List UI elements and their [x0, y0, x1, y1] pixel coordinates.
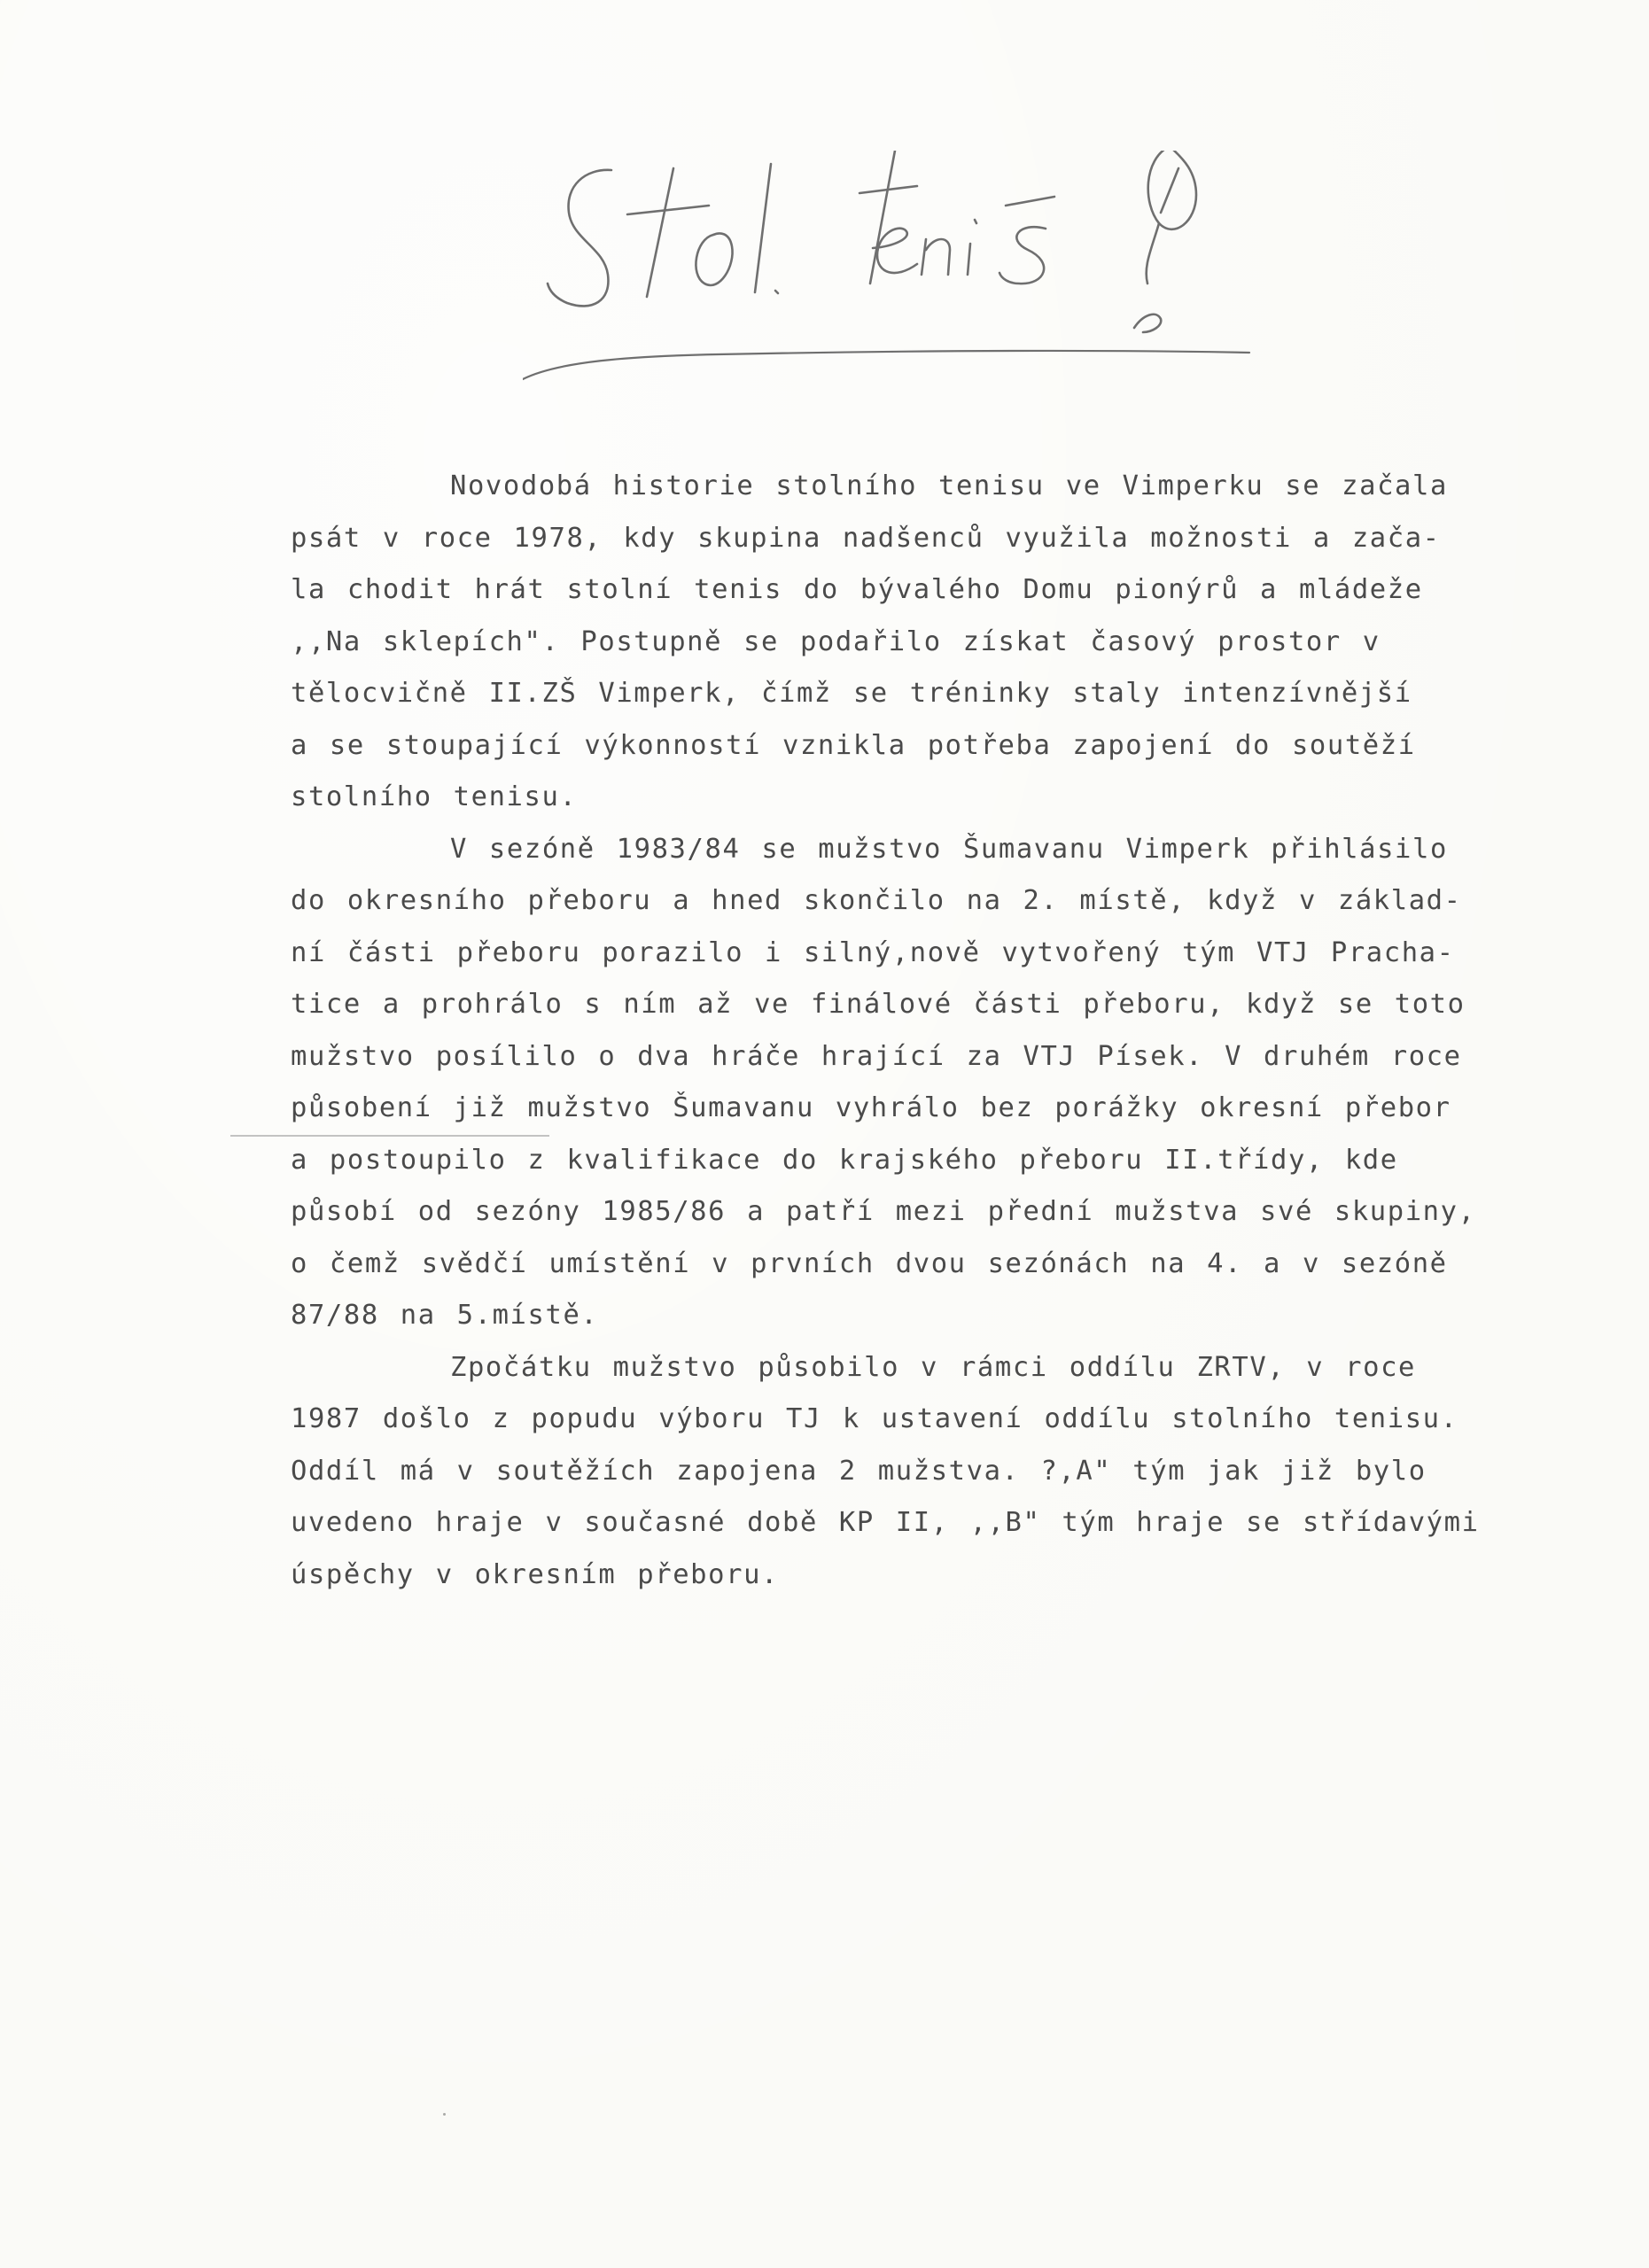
text-line: působení již mužstvo Šumavanu vyhrálo bez porážky okresní přebor: [291, 1092, 1451, 1123]
text-line: tice a prohrálo s ním až ve finálové části přeboru, když se toto: [291, 989, 1466, 1020]
text-line: působí od sezóny 1985/86 a patří mezi přední mužstva své skupiny,: [291, 1196, 1476, 1227]
text-line: a se stoupající výkonností vznikla potřeba zapojení do soutěží: [291, 729, 1416, 761]
handwritten-heading: [523, 151, 1391, 399]
text-line: psát v roce 1978, kdy skupina nadšenců využila možnosti a zača-: [291, 522, 1441, 554]
text-line: úspěchy v okresním přeboru.: [291, 1558, 779, 1590]
text-line: o čemž svědčí umístění v prvních dvou sezónách na 4. a v sezóně: [291, 1247, 1448, 1279]
paragraph-1: [291, 461, 1549, 824]
text-line: ní části přeboru porazilo i silný,nově vytvořený tým VTJ Pracha-: [291, 936, 1455, 968]
handwritten-title-ink: [523, 151, 1391, 399]
text-line: 1987 došlo z popudu výboru TJ k ustavení oddílu stolního tenisu.: [291, 1403, 1458, 1434]
text-line: la chodit hrát stolní tenis do bývalého Domu pionýrů a mládeže: [291, 574, 1423, 605]
paragraph-3: [291, 1342, 1549, 1602]
text-line: mužstvo posílilo o dva hráče hrající za VTJ Písek. V druhém roce: [291, 1040, 1462, 1072]
text-line: tělocvičně II.ZŠ Vimperk, čímž se tréninky staly intenzívnější: [291, 678, 1412, 709]
text-line: Oddíl má v soutěžích zapojena 2 mužstva. ?,A" tým jak již bylo: [291, 1455, 1427, 1487]
text-line: a postoupilo z kvalifikace do krajského přeboru II.třídy, kde: [291, 1144, 1398, 1176]
text-line: do okresního přeboru a hned skončilo na 2. místě, když v základ-: [291, 885, 1462, 916]
paper-speck: [443, 2113, 446, 2116]
paragraph-2: [291, 824, 1549, 1342]
text-line: Novodobá historie stolního tenisu ve Vimperku se začala: [450, 470, 1448, 501]
typewritten-body: [291, 461, 1549, 1601]
text-line: uvedeno hraje v současné době KP II, ,,B" tým hraje se střídavými: [291, 1507, 1480, 1538]
text-line: V sezóně 1983/84 se mužstvo Šumavanu Vimperk přihlásilo: [450, 833, 1448, 865]
text-line: 87/88 na 5.místě.: [291, 1300, 599, 1331]
text-line: ,,Na sklepích". Postupně se podařilo získat časový prostor v: [291, 625, 1381, 657]
text-line: stolního tenisu.: [291, 781, 578, 812]
text-line: Zpočátku mužstvo působilo v rámci oddílu ZRTV, v roce: [450, 1351, 1417, 1383]
